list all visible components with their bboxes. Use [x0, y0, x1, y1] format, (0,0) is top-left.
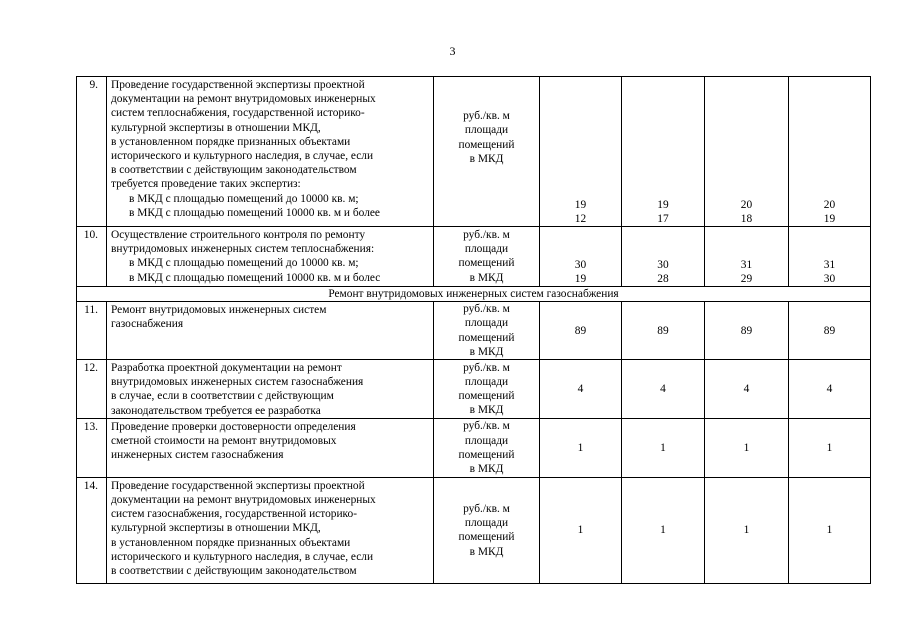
- unit-line: площади: [464, 434, 509, 447]
- page-number: 3: [449, 44, 456, 58]
- unit-line: помещений: [458, 448, 515, 461]
- value-line: 4: [577, 382, 584, 395]
- value-line: 89: [574, 324, 587, 337]
- section-row: [77, 287, 871, 302]
- description-line: внутридомовых инженерных систем теплоснабжения:: [111, 243, 375, 256]
- value-cell: [540, 302, 622, 360]
- description-line: Проведение государственной экспертизы проектной: [111, 479, 365, 492]
- unit-line: в МКД: [469, 463, 504, 476]
- description-line: документации на ремонт внутридомовых инженерных: [111, 93, 376, 106]
- row-description: [107, 77, 434, 227]
- description-line: Разработка проектной документации на ремонт: [111, 362, 342, 375]
- value-cell: [705, 77, 789, 227]
- row-number: 11.: [77, 302, 107, 360]
- table-row: [77, 477, 871, 583]
- description-line: Проведение государственной экспертизы проектной: [111, 79, 365, 91]
- value-line: 17: [657, 212, 669, 225]
- value-line: 1: [660, 441, 666, 454]
- description-line: систем газоснабжения, государственной историко-: [111, 508, 357, 521]
- value-line: 30: [657, 258, 669, 271]
- rates-table: [76, 76, 871, 584]
- description-line: Осуществление строительного контроля по ремонту: [111, 229, 366, 241]
- row-number: 13.: [77, 418, 107, 477]
- value-cell: [622, 77, 705, 227]
- row-number: 14.: [77, 477, 107, 583]
- unit-line: руб./кв. м: [463, 420, 510, 433]
- value-line: 4: [743, 382, 750, 395]
- description-subline: в МКД с площадью помещений 10000 кв. м и болес: [129, 271, 381, 284]
- value-line: 20: [740, 198, 753, 211]
- table-row: [77, 302, 871, 360]
- unit-line: помещений: [458, 389, 515, 402]
- value-cell: [622, 360, 705, 419]
- unit-cell: [434, 477, 540, 583]
- value-line: 20: [823, 198, 836, 211]
- value-cell: [789, 77, 871, 227]
- row-description: [107, 302, 434, 360]
- value-line: 1: [577, 524, 584, 537]
- unit-line: в МКД: [469, 271, 504, 284]
- value-line: 1: [743, 441, 750, 454]
- value-line: 4: [660, 382, 666, 395]
- value-line: 19: [823, 212, 836, 225]
- description-line: газоснабжения: [111, 318, 184, 331]
- description-line: в случае, если в соответствии с действующим: [111, 390, 334, 403]
- value-line: 89: [823, 324, 836, 337]
- unit-line: в МКД: [469, 545, 504, 558]
- unit-line: площади: [464, 243, 509, 256]
- row-number: 12.: [77, 360, 107, 419]
- description-line: в соответствии с действующим законодательством: [111, 164, 357, 177]
- unit-cell: [434, 227, 540, 287]
- value-cell: [540, 227, 622, 287]
- description-line: исторического и культурного наследия, в случае, если: [111, 550, 374, 563]
- unit-line: помещений: [458, 257, 515, 270]
- row-description: [107, 477, 434, 583]
- table-row: [77, 77, 871, 227]
- value-cell: [622, 418, 705, 477]
- unit-line: в МКД: [469, 152, 504, 165]
- unit-cell: [434, 77, 540, 227]
- description-line: документации на ремонт внутридомовых инженерных: [111, 494, 376, 507]
- value-cell: [540, 418, 622, 477]
- unit-line: руб./кв. м: [463, 361, 510, 374]
- unit-line: руб./кв. м: [463, 229, 510, 241]
- row-number: 10.: [77, 227, 107, 287]
- unit-line: площади: [464, 124, 509, 137]
- description-line: исторического и культурного наследия, в случае, если: [111, 150, 374, 163]
- value-line: 19: [574, 198, 587, 211]
- value-cell: [540, 77, 622, 227]
- table-row: [77, 360, 871, 419]
- unit-line: руб./кв. м: [463, 110, 510, 123]
- value-cell: [705, 418, 789, 477]
- unit-line: помещений: [458, 531, 515, 544]
- value-line: 4: [826, 382, 833, 395]
- value-line: 1: [826, 441, 833, 454]
- description-line: систем теплоснабжения, государственной историко-: [111, 107, 365, 120]
- unit-line: помещений: [458, 331, 515, 344]
- value-cell: [789, 227, 871, 287]
- unit-cell: [434, 302, 540, 360]
- description-line: Ремонт внутридомовых инженерных систем: [111, 304, 327, 317]
- table-row: [77, 418, 871, 477]
- description-subline: в МКД с площадью помещений до 10000 кв. м;: [129, 257, 359, 270]
- description-line: в установленном порядке признанных объектами: [111, 536, 351, 549]
- description-subline: в МКД с площадью помещений 10000 кв. м и более: [129, 206, 380, 219]
- unit-line: в МКД: [469, 345, 504, 358]
- description-line: инженерных систем газоснабжения: [111, 449, 284, 462]
- description-line: культурной экспертизы в отношении МКД,: [111, 121, 321, 134]
- unit-cell: [434, 360, 540, 419]
- value-cell: [705, 360, 789, 419]
- value-cell: [622, 477, 705, 583]
- value-cell: [705, 227, 789, 287]
- description-line: культурной экспертизы в отношении МКД,: [111, 522, 321, 535]
- value-line: 31: [740, 258, 753, 271]
- unit-line: площади: [464, 517, 509, 530]
- value-line: 29: [740, 272, 753, 285]
- value-line: 1: [826, 524, 833, 537]
- value-cell: [540, 477, 622, 583]
- description-line: законодательством требуется ее разработка: [111, 404, 321, 417]
- row-description: [107, 418, 434, 477]
- unit-line: помещений: [458, 138, 515, 151]
- value-line: 89: [657, 324, 669, 337]
- unit-line: площади: [464, 317, 509, 330]
- value-line: 18: [740, 212, 753, 225]
- unit-line: руб./кв. м: [463, 303, 510, 316]
- value-cell: [622, 302, 705, 360]
- value-line: 28: [657, 272, 669, 285]
- row-description: [107, 227, 434, 287]
- table-row: [77, 227, 871, 287]
- description-line: в установленном порядке признанных объектами: [111, 135, 351, 148]
- value-line: 1: [660, 524, 666, 537]
- description-line: внутридомовых инженерных систем газоснабжения: [111, 376, 364, 389]
- value-cell: [705, 477, 789, 583]
- value-cell: [789, 302, 871, 360]
- description-subline: в МКД с площадью помещений до 10000 кв. м;: [129, 192, 359, 205]
- description-line: сметной стоимости на ремонт внутридомовых: [111, 435, 337, 448]
- unit-line: руб./кв. м: [463, 502, 510, 515]
- value-line: 1: [743, 524, 750, 537]
- value-line: 31: [823, 258, 836, 271]
- section-heading: Ремонт внутридомовых инженерных систем газоснабжения: [77, 287, 871, 302]
- value-line: 19: [657, 198, 669, 211]
- unit-line: площади: [464, 375, 509, 388]
- value-line: 12: [574, 212, 587, 225]
- unit-cell: [434, 418, 540, 477]
- value-cell: [705, 302, 789, 360]
- value-cell: [540, 360, 622, 419]
- unit-line: в МКД: [469, 404, 504, 417]
- value-line: 1: [577, 441, 584, 454]
- value-line: 30: [823, 272, 836, 285]
- description-line: требуется проведение таких экспертиз:: [111, 178, 301, 191]
- value-cell: [789, 477, 871, 583]
- value-cell: [622, 227, 705, 287]
- value-line: 19: [574, 272, 587, 285]
- value-cell: [789, 418, 871, 477]
- description-line: Проведение проверки достоверности определения: [111, 420, 356, 433]
- description-line: в соответствии с действующим законодательством: [111, 565, 357, 578]
- row-description: [107, 360, 434, 419]
- row-number: 9.: [77, 77, 107, 227]
- value-line: 30: [574, 258, 587, 271]
- value-line: 89: [740, 324, 753, 337]
- value-cell: [789, 360, 871, 419]
